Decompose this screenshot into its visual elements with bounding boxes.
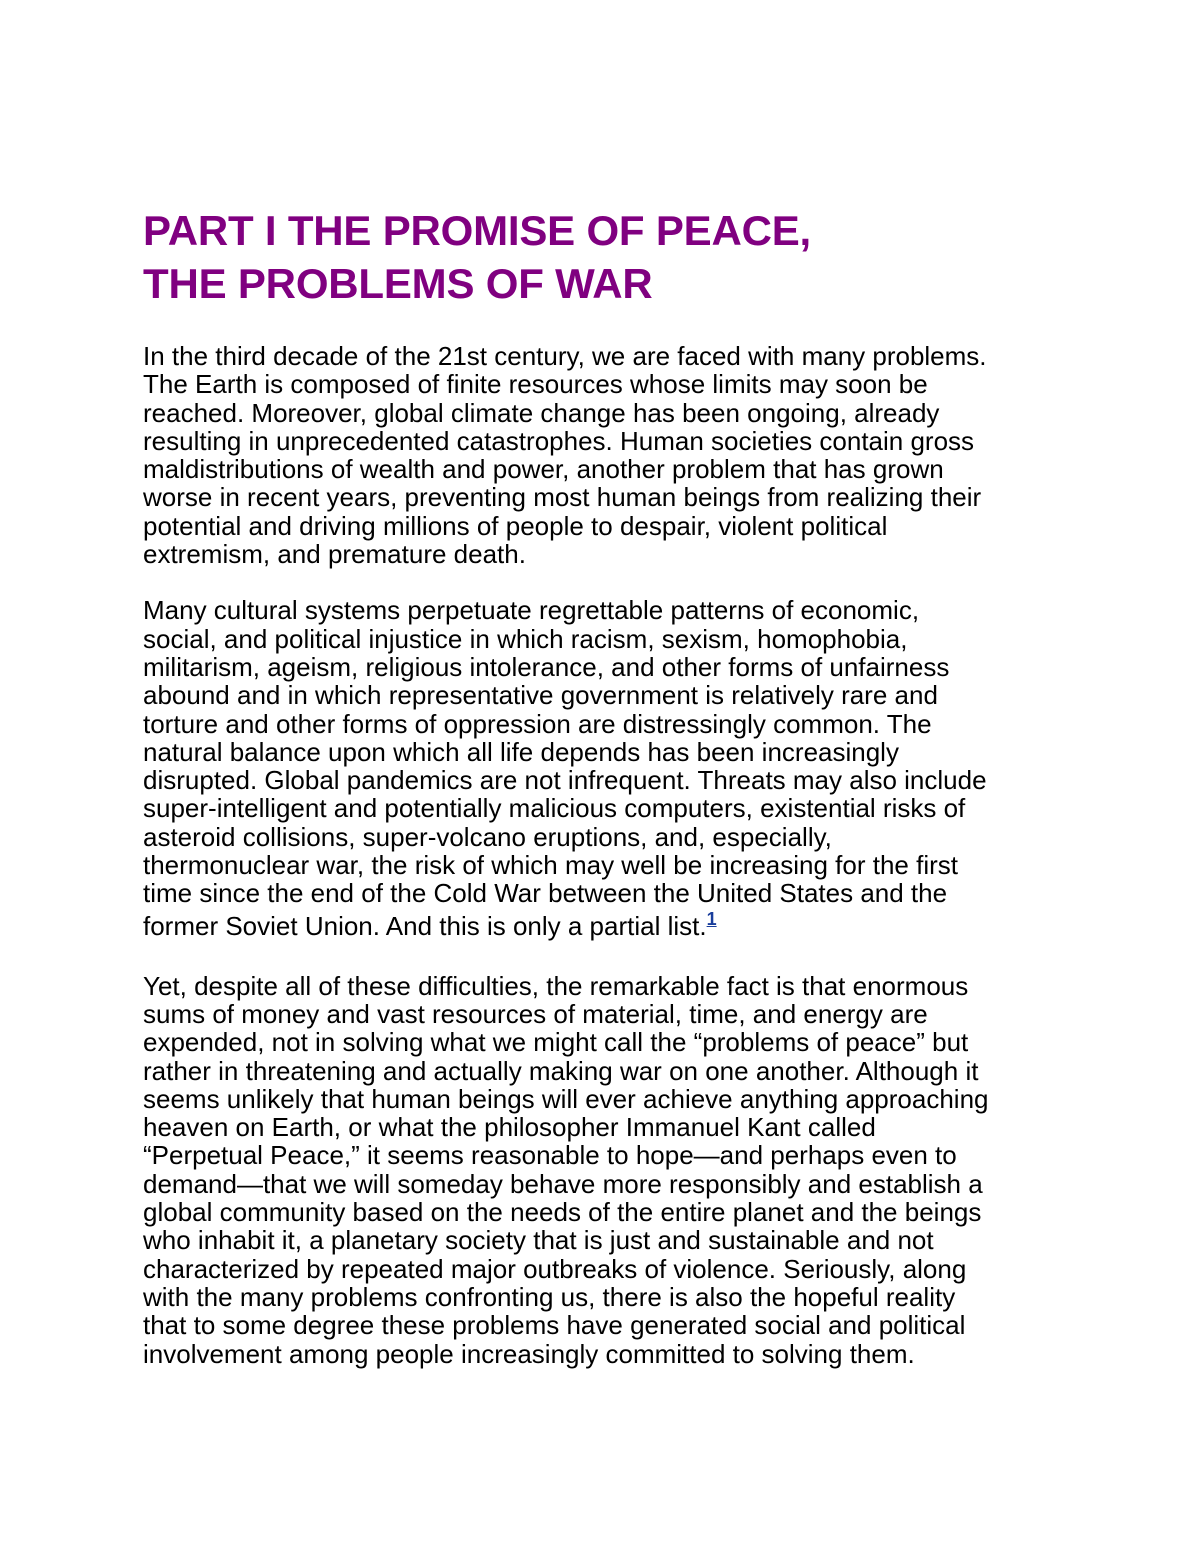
paragraph-line: demand—that we will someday behave more responsibly and establish a [143,1168,983,1199]
paragraph-line: expended, not in solving what we might call the “problems of peace” but [143,1027,969,1058]
paragraph-line: time since the end of the Cold War between the United States and the [143,878,948,909]
paragraph-line-text: former Soviet Union. And this is only a partial list. [143,910,707,941]
paragraph-line: Yet, despite all of these difficulties, the remarkable fact is that enormous [143,970,969,1001]
paragraph-line: natural balance upon which all life depends has been increasingly [143,736,899,767]
paragraph-line: disrupted. Global pandemics are not infrequent. Threats may also include [143,765,987,796]
paragraph-line: “Perpetual Peace,” it seems reasonable to hope—and perhaps even to [143,1140,957,1171]
paragraph-line: worse in recent years, preventing most human beings from realizing their [143,482,982,513]
paragraph-line: who inhabit it, a planetary society that is just and sustainable and not [143,1225,934,1256]
paragraph-last-line [143,908,1083,944]
paragraph-line: global community based on the needs of the entire planet and the beings [143,1197,982,1228]
part-title-line-2: THE PROBLEMS OF WAR [143,260,653,307]
paragraph-line: rather in threatening and actually making war on one another. Although it [143,1055,979,1086]
paragraph-line: sums of money and vast resources of material, time, and energy are [143,998,928,1029]
paragraph-line: heaven on Earth, or what the philosopher Immanuel Kant called [143,1112,876,1143]
paragraph-line: militarism, ageism, religious intolerance, and other forms of unfairness [143,651,950,682]
paragraph-line: involvement among people increasingly committed to solving them. [143,1338,915,1369]
paragraph-line: social, and political injustice in which racism, sexism, homophobia, [143,623,908,654]
paragraph-line: with the many problems confronting us, there is also the hopeful reality [143,1281,956,1312]
paragraph-line: that to some degree these problems have generated social and political [143,1310,966,1341]
paragraph-line: torture and other forms of oppression are distressingly common. The [143,708,932,739]
paragraph-line: extremism, and premature death. [143,539,526,570]
paragraph-line: The Earth is composed of finite resources whose limits may soon be [143,369,928,400]
paragraph-3 [143,972,1083,1368]
paragraph-line: resulting in unprecedented catastrophes. Human societies contain gross [143,425,975,456]
part-title [143,204,1083,310]
paragraph-line: In the third decade of the 21st century, we are faced with many problems. [143,341,987,371]
paragraph-line: super-intelligent and potentially malicious computers, existential risks of [143,793,966,824]
paragraph-line: abound and in which representative government is relatively rare and [143,680,938,711]
paragraph-line: reached. Moreover, global climate change has been ongoing, already [143,397,940,428]
part-title-line-1: PART I THE PROMISE OF PEACE, [143,207,812,254]
paragraph-line: potential and driving millions of people to despair, violent political [143,510,888,541]
footnote-link[interactable]: 1 [706,908,717,929]
document-content [143,204,1083,1368]
paragraph-line: asteroid collisions, super-volcano eruptions, and, especially, [143,821,832,852]
paragraph-line: characterized by repeated major outbreaks of violence. Seriously, along [143,1253,967,1284]
paragraph-line: maldistributions of wealth and power, another problem that has grown [143,454,944,485]
paragraph-line: thermonuclear war, the risk of which may well be increasing for the first [143,850,959,881]
paragraph-1 [143,342,1083,568]
paragraph-line: seems unlikely that human beings will ever achieve anything approaching [143,1083,989,1114]
paragraph-2 [143,596,1083,943]
paragraph-line: Many cultural systems perpetuate regrettable patterns of economic, [143,595,920,626]
